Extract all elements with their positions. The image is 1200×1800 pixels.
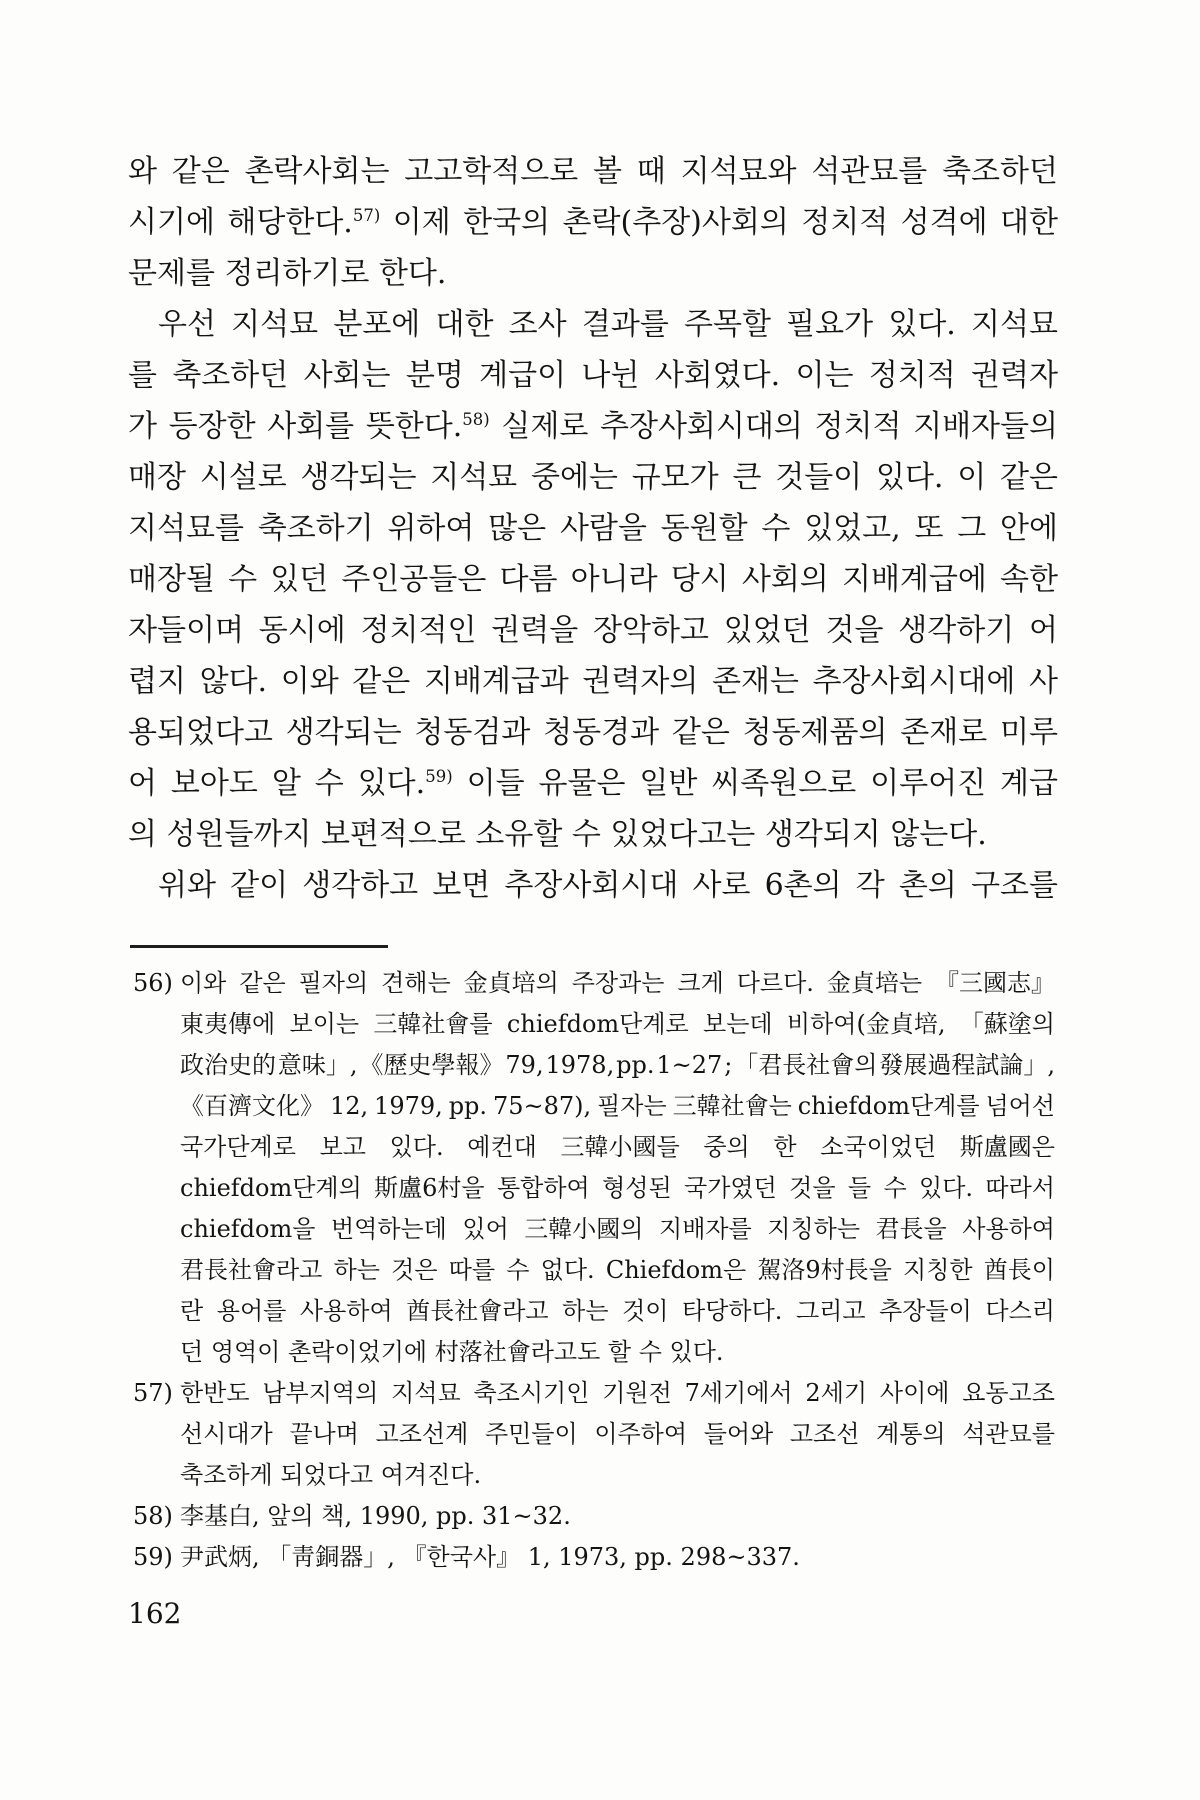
footnote-text: [180, 1537, 1055, 1578]
footnote-ref: 59): [425, 767, 453, 786]
footnote-line: 尹武炳, 「靑銅器」, 『한국사』 1, 1973, pp. 298~337.: [180, 1543, 800, 1571]
body-line: 용되었다고 생각되는 청동검과 청동경과 같은 청동제품의 존재로 미루: [128, 715, 1058, 750]
footnote-item: [133, 1496, 1055, 1537]
footnote-line: 政治史的 意味」, 《歷史學報》 79, 1978, pp. 1~27 ; 「君長社會의 發展過程試論」,: [180, 1051, 1055, 1079]
footnote-line: 축조하게 되었다고 여겨진다.: [180, 1461, 482, 1489]
footnote-line: 국가단계로 보고 있다. 예컨대 三韓小國들 중의 한 소국이었던 斯盧國은: [180, 1133, 1055, 1161]
footnote-text: [180, 1373, 1055, 1496]
body-line: 매장될 수 있던 주인공들은 다름 아니라 당시 사회의 지배계급에 속한: [128, 562, 1058, 597]
footnote-line: 이와 같은 필자의 견해는 金貞培의 주장과는 크게 다르다. 金貞培는 『三國志』: [180, 969, 1055, 997]
body-line: 매장 시설로 생각되는 지석묘 중에는 규모가 큰 것들이 있다. 이 같은: [128, 460, 1058, 495]
body-line: 를 축조하던 사회는 분명 계급이 나뉜 사회였다. 이는 정치적 권력자: [128, 358, 1058, 393]
footnote-line: 란 용어를 사용하여 酋長社會라고 하는 것이 타당하다. 그리고 추장들이 다스리: [180, 1297, 1055, 1325]
footnote-line: 君長社會라고 하는 것은 따를 수 없다. Chiefdom은 駕洛9村長을 지칭한 酋長이: [180, 1256, 1055, 1284]
body-line: 어 보아도 알 수 있다.$^{59)}$ 이들 유물은 일반 씨족원으로 이루어진 계급: [128, 766, 1058, 801]
body-line: 우선 지석묘 분포에 대한 조사 결과를 주목할 필요가 있다. 지석묘: [158, 307, 1058, 342]
footnote-line: 東夷傳에 보이는 三韓社會를 chiefdom단계로 보는데 비하여(金貞培, 「蘇塗의: [180, 1010, 1055, 1038]
page-number: 162: [128, 1597, 182, 1630]
footnote-text: [180, 1496, 1055, 1537]
footnote-separator-rule: [130, 945, 388, 948]
footnote-number: 58): [133, 1502, 173, 1530]
footnote-ref: 57): [352, 206, 381, 225]
footnote-item: [133, 963, 1055, 1373]
body-line: 렵지 않다. 이와 같은 지배계급과 권력자의 존재는 추장사회시대에 사: [128, 664, 1058, 699]
body-line: 가 등장한 사회를 뜻한다.$^{58)}$ 실제로 추장사회시대의 정치적 지배자들의: [128, 409, 1058, 444]
footnote-number: 56): [133, 969, 173, 997]
footnote-text: [180, 963, 1055, 1373]
body-text: [128, 146, 1058, 911]
footnote-item: [133, 1373, 1055, 1496]
footnote-line: 한반도 남부지역의 지석묘 축조시기인 기원전 7세기에서 2세기 사이에 요동고조: [180, 1379, 1055, 1407]
footnote-line: 《百濟文化》 12, 1979, pp. 75~87), 필자는 三韓社會는 chiefdom단계를 넘어선: [180, 1092, 1055, 1120]
body-line: 시기에 해당한다.$^{57)}$ 이제 한국의 촌락(추장)사회의 정치적 성격에 대한: [128, 205, 1058, 240]
footnotes-section: [133, 963, 1055, 1578]
footnote-line: 李基白, 앞의 책, 1990, pp. 31~32.: [180, 1502, 571, 1530]
footnote-line: 던 영역이 촌락이었기에 村落社會라고도 할 수 있다.: [180, 1338, 724, 1366]
body-line: 의 성원들까지 보편적으로 소유할 수 있었다고는 생각되지 않는다.: [128, 817, 987, 852]
footnote-number: 59): [133, 1543, 173, 1571]
footnote-line: 선시대가 끝나며 고조선계 주민들이 이주하여 들어와 고조선 계통의 석관묘를: [180, 1420, 1055, 1448]
footnote-ref: 58): [462, 410, 490, 429]
footnote-line: chiefdom단계의 斯盧6村을 통합하여 형성된 국가였던 것을 들 수 있다. 따라서: [180, 1174, 1055, 1202]
footnote-line: chiefdom을 번역하는데 있어 三韓小國의 지배자를 지칭하는 君長을 사용하여: [180, 1215, 1055, 1243]
body-line: 자들이며 동시에 정치적인 권력을 장악하고 있었던 것을 생각하기 어: [128, 613, 1058, 648]
body-line: 위와 같이 생각하고 보면 추장사회시대 사로 6촌의 각 촌의 구조를: [158, 868, 1058, 903]
body-line: 지석묘를 축조하기 위하여 많은 사람을 동원할 수 있었고, 또 그 안에: [128, 511, 1058, 546]
body-line: 와 같은 촌락사회는 고고학적으로 볼 때 지석묘와 석관묘를 축조하던: [128, 154, 1058, 189]
footnote-item: [133, 1537, 1055, 1578]
footnote-number: 57): [133, 1379, 173, 1407]
body-line: 문제를 정리하기로 한다.: [128, 256, 447, 291]
